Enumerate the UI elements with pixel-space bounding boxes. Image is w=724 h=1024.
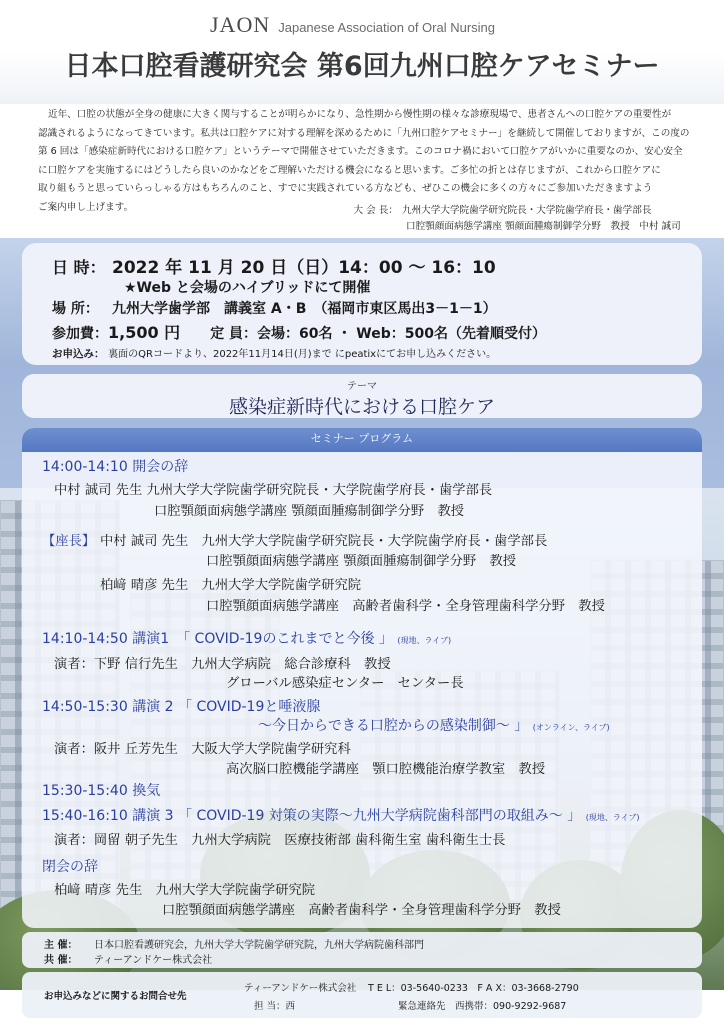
intro-line: ご案内申し上げます。 xyxy=(38,201,134,213)
page-title: 日本口腔看護研究会 第6回九州口腔ケアセミナー xyxy=(64,51,660,82)
lecture1-time xyxy=(42,628,451,648)
lecture3-title: 15:40-16:10 講演 3 「 COVID-19 対策の実際～九州大学病院歯科部門の取組み～ 」 xyxy=(42,808,582,824)
lecture2-speaker-1: 演者：阪井 丘芳先生 大阪大学大学院歯学研究科 xyxy=(54,742,351,757)
org-short-name: JAON xyxy=(210,12,271,37)
chair-tag: 【座長】 xyxy=(42,534,96,549)
opening-speaker-2: 口腔顎顔面病態学講座 顎顔面腫瘍制御学分野 教授 xyxy=(154,504,465,519)
contact-emergency: 緊急連絡先 西携帯：090-9292-9687 xyxy=(398,1001,567,1012)
session-chair-2b: 口腔顎顔面病態学講座 高齢者歯科学・全身管理歯科学分野 教授 xyxy=(206,599,605,614)
lecture2-subtitle xyxy=(258,715,610,735)
host-value: 日本口腔看護研究会，九州大学大学院歯学研究院，九州大学病院歯科部門 xyxy=(94,940,424,951)
lecture3-speaker: 演者：岡留 朝子先生 九州大学病院 医療技術部 歯科衛生室 歯科衛生士長 xyxy=(54,833,506,848)
hybrid-note: ★Web と会場のハイブリッドにて開催 xyxy=(124,280,371,296)
place-row xyxy=(52,298,497,318)
org-english-name: Japanese Association of Oral Nursing xyxy=(278,20,496,35)
contact-person: 担 当：西 xyxy=(254,1001,296,1012)
closing-speaker-1: 柏﨑 晴彦 先生 九州大学大学院歯学研究院 xyxy=(54,883,316,898)
theme-box xyxy=(22,374,702,418)
lecture2-time: 14:50-15:30 講演 2 「 COVID-19と唾液腺 xyxy=(42,699,321,715)
fee-label: 参加費： xyxy=(52,326,108,342)
place-value: 九州大学歯学部 講義室 A・B （福岡市東区馬出3－1－1） xyxy=(112,301,497,317)
intro-line: 第 6 回は「感染症新時代における口腔ケア」というテーマで開催させていただきます。このコロナ禍において口腔ケアがいかに重要なのか、安心安全 xyxy=(38,146,683,158)
event-info-box xyxy=(22,243,702,365)
contact-tel: T E L：03-5640-0233 F A X：03-3668-2790 xyxy=(368,983,579,994)
session-chair-2a: 柏﨑 晴彦 先生 九州大学大学院歯学研究院 xyxy=(100,578,362,593)
apply-label: お申込み： xyxy=(52,348,105,360)
header xyxy=(0,0,724,104)
intro-line: 取り組もうと思っていらっしゃる方はもちろんのこと、すでに実践されている方なども、ぜひこの機会に多くの方々にご参加いただきますよう xyxy=(38,183,653,195)
closing-speaker-2: 口腔顎顔面病態学講座 高齢者歯科学・全身管理歯科学分野 教授 xyxy=(162,903,561,918)
contact-company: ティーアンドケー株式会社 xyxy=(244,983,357,994)
chair-title-1: 九州大学大学院歯学研究院長・大学院歯学府長・歯学部長 xyxy=(402,205,652,216)
date-value: 2022 年 11 月 20 日（日）14：00 ～ 16：10 xyxy=(112,258,496,278)
date-row xyxy=(52,253,496,278)
lecture3-note: (現地、ライブ) xyxy=(585,813,640,822)
place-label: 場 所： xyxy=(52,301,99,317)
lecture2-speaker-2: 高次脳口腔機能学講座 顎口腔機能治療学教室 教授 xyxy=(226,762,546,777)
lecture1-speaker-2: グローバル感染症センター センター長 xyxy=(226,676,464,691)
program-heading: セミナー プログラム xyxy=(22,428,702,452)
apply-row xyxy=(52,345,496,361)
opening-time: 14:00-14:10 開会の辞 xyxy=(42,459,189,475)
intro-line: に口腔ケアを実施するにはどうしたら良いのかなどをご理解いただける機会になると思います。ご多忙の折とは存じますが、これから口腔ケアに xyxy=(38,164,661,176)
program-panel xyxy=(22,428,702,928)
theme-title: 感染症新時代における口腔ケア xyxy=(228,396,495,418)
lecture2-subtitle-text: ～今日からできる口腔からの感染制御～ 」 xyxy=(258,718,529,734)
break-time: 15:30-15:40 換気 xyxy=(42,783,161,799)
cohost-label: 共 催： xyxy=(44,955,78,966)
contact-label: お申込みなどに関するお問合せ先 xyxy=(44,991,187,1002)
lecture1-speaker-1: 演者：下野 信行先生 九州大学病院 総合診療科 教授 xyxy=(54,657,391,672)
chair-label: 大 会 長： xyxy=(353,205,398,216)
intro-line: 認識されるようになってきています。私共は口腔ケアに対する理解を深めるために「九州口腔ケアセミナー」を継続して開催しておりますが、この度の xyxy=(38,127,690,139)
date-label: 日 時： xyxy=(52,258,106,277)
cohost-value: ティーアンドケー株式会社 xyxy=(94,955,213,966)
apply-note: 裏面のQRコードより、2022年11月14日(月)まで にpeatixにてお申し込みください。 xyxy=(108,349,497,360)
lecture1-title: 14:10-14:50 講演1 「 COVID-19のこれまでと今後 」 xyxy=(42,631,393,647)
lecture1-note: (現地、ライブ) xyxy=(397,636,452,645)
lecture3-time xyxy=(42,805,639,825)
capacity: 定 員：会場：60名 ・ Web：500名（先着順受付） xyxy=(210,326,546,342)
fee-row xyxy=(52,320,546,343)
theme-label: テーマ xyxy=(347,381,377,392)
intro-line: 近年、口腔の状態が全身の健康に大きく関与することが明らかになり、急性期から慢性期の様々な診療現場で、患者さんへの口腔ケアの重要性が xyxy=(48,109,672,120)
contact-box xyxy=(22,972,702,1018)
lecture2-note: (オンライン、ライブ) xyxy=(532,723,610,732)
closing-title: 閉会の辞 xyxy=(42,859,98,875)
organizer-box xyxy=(22,932,702,968)
convention-chair xyxy=(330,203,720,235)
session-chair-1b: 口腔顎顔面病態学講座 顎顔面腫瘍制御学分野 教授 xyxy=(206,554,517,569)
opening-speaker-1: 中村 誠司 先生 九州大学大学院歯学研究院長・大学院歯学府長・歯学部長 xyxy=(54,483,493,498)
fee-value: 1,500 円 xyxy=(108,323,181,342)
session-chair-1a: 中村 誠司 先生 九州大学大学院歯学研究院長・大学院歯学府長・歯学部長 xyxy=(100,534,548,549)
host-row xyxy=(44,936,424,951)
intro-text xyxy=(38,106,718,218)
chair-title-2: 口腔顎顔面病態学講座 顎顔面腫瘍制御学分野 教授 中村 誠司 xyxy=(406,221,681,232)
org-logo xyxy=(210,12,495,38)
cohost-row xyxy=(44,951,212,966)
host-label: 主 催： xyxy=(44,940,78,951)
